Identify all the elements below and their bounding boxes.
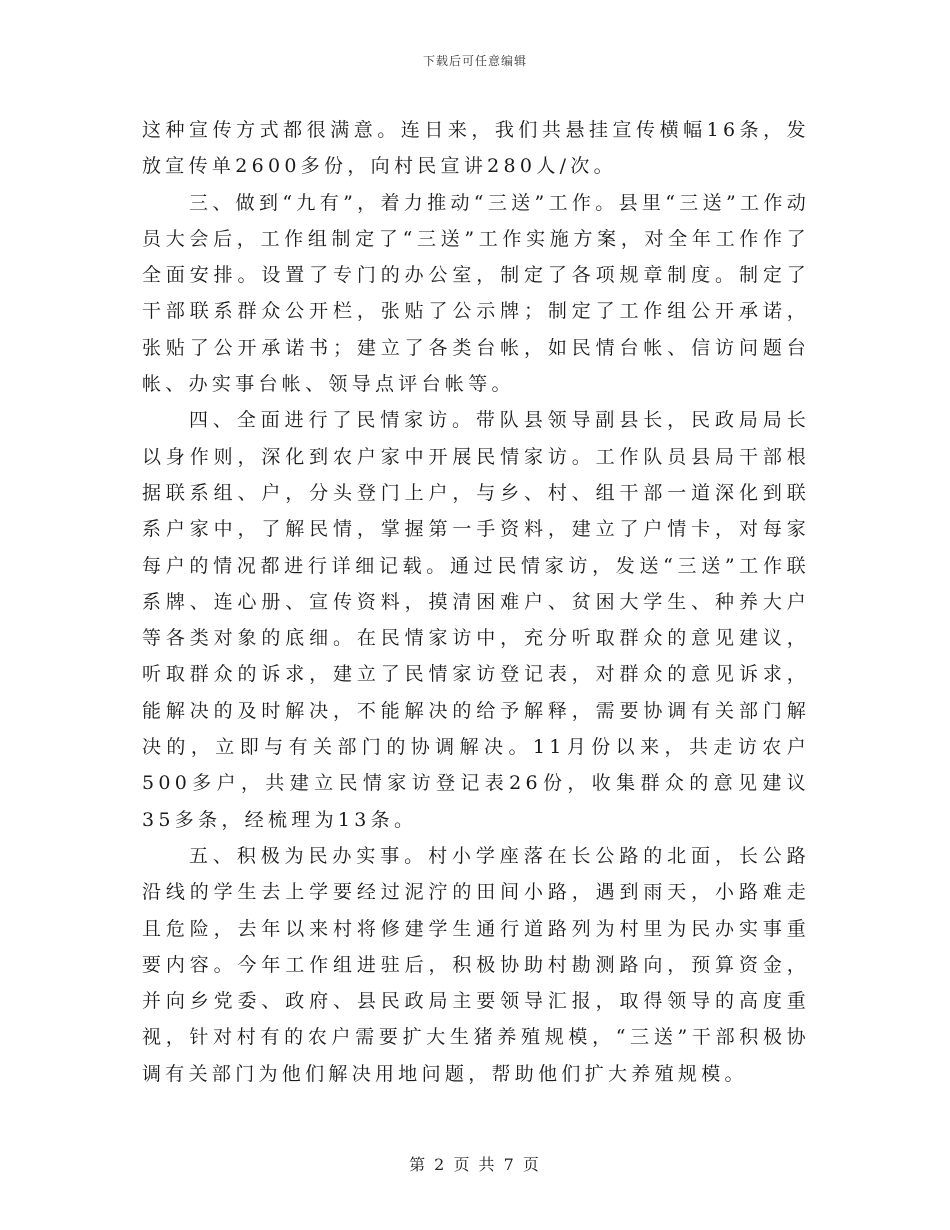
page-header: 下载后可任意编辑 [422,54,527,68]
body-text [142,112,810,1092]
paragraph-4: 五、积极为民办实事。村小学座落在长公路的北面，长公路沿线的学生去上学要经过泥泞的田间小路，遇到雨天，小路难走且危险，去年以来村将修建学生通行道路列为村里为民办实事重要内容。今年工作组进驻后，积极协助村勘测路向，预算资金，并向乡党委、政府、县民政局主要领导汇报，取得领导的高度重视，针对村有的农户需要扩大生猪养殖规模，“三送”干部积极协调有关部门为他们解决用地问题，帮助他们扩大养殖规模。 [142,844,810,1085]
paragraph-3: 四、全面进行了民情家访。带队县领导副县长，民政局局长以身作则，深化到农户家中开展民情家访。工作队员县局干部根据联系组、户，分头登门上户，与乡、村、组干部一道深化到联系户家中，了解民情，掌握第一手资料，建立了户情卡，对每家每户的情况都进行详细记载。通过民情家访，发送“三送”工作联系牌、连心册、宣传资料，摸清困难户、贫困大学生、种养大户等各类对象的底细。在民情家访中，充分听取群众的意见建议，听取群众的诉求，建立了民情家访登记表，对群众的意见诉求，能解决的及时解决，不能解决的给予解释，需要协调有关部门解决的，立即与有关部门的协调解决。11月份以来，共走访农户500多户，共建立民情家访登记表26份，收集群众的意见建议35多条，经梳理为13条。 [142,409,810,831]
page-number-footer: 第 2 页 共 7 页 [409,1155,541,1174]
paragraph-2: 三、做到“九有”，着力推动“三送”工作。县里“三送”工作动员大会后，工作组制定了“三送”工作实施方案，对全年工作作了全面安排。设置了专门的办公室，制定了各项规章制度。制定了干部联系群众公开栏，张贴了公示牌；制定了工作组公开承诺，张贴了公开承诺书；建立了各类台帐，如民情台帐、信访问题台帐、办实事台帐、领导点评台帐等。 [142,191,810,396]
paragraph-1: 这种宣传方式都很满意。连日来，我们共悬挂宣传横幅16条，发放宣传单2600多份，向村民宣讲280人/次。 [142,119,810,178]
